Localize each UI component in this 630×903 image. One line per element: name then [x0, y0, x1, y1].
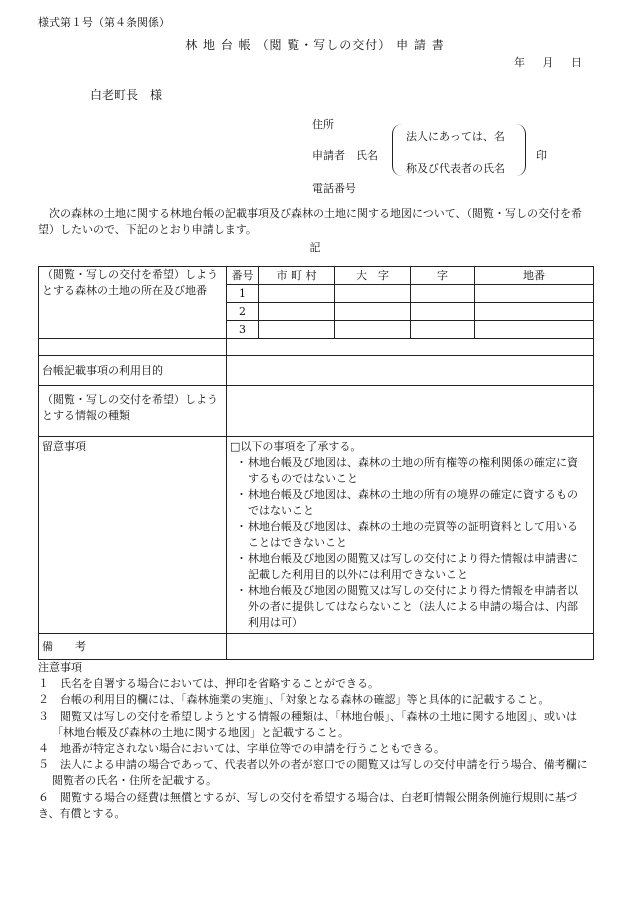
lot-number-cell[interactable] [475, 285, 594, 303]
footer-note: ３ 閲覧又は写しの交付を希望しようとする情報の種類は、「林地台帳」、「森林の土地に関する地図」、或いは「林地台帳及び森林の土地に関する地図」と記載すること。 [38, 709, 577, 739]
row-number: 2 [227, 303, 259, 321]
footer-note: ２ 台帳の利用目的欄には、「森林施業の実施」、「対象となる森林の確認」等と具体的に記載すること。 [38, 693, 550, 707]
footer-note: ５ 法人による申請の場合であって、代表者以外の者が窓口での閲覧又は写しの交付申請を行う場合、備考欄に閲覧者の氏名・住所を記載する。 [38, 758, 588, 788]
info-type-field[interactable] [227, 386, 594, 437]
footer-note: １ 氏名を自署する場合においては、押印を省略することができる。 [38, 677, 379, 691]
info-type-label: （閲覧・写しの交付を希望）しようとする情報の種類 [39, 386, 227, 437]
location-spacer-cell [227, 339, 594, 356]
purpose-label: 台帳記載事項の利用目的 [39, 356, 227, 386]
notes-label: 留意事項 [39, 437, 227, 634]
col-header-aza: 字 [411, 267, 475, 285]
col-header-lot-number: 地番 [475, 267, 594, 285]
lot-number-cell[interactable] [475, 303, 594, 321]
list-item: ・ 林地台帳及び地図は、森林の土地の売買等の証明資料として用いることはできないこと [230, 519, 590, 551]
aza-cell[interactable] [411, 321, 475, 339]
col-header-number: 番号 [227, 267, 259, 285]
right-bracket [515, 124, 526, 176]
col-header-municipality: 市 町 村 [259, 267, 335, 285]
address-label: 住所 [312, 118, 334, 131]
purpose-field[interactable] [227, 356, 594, 386]
corporation-note-line1: 法人にあっては、名 [406, 130, 505, 143]
form-number: 様式第１号（第４条関係） [38, 16, 170, 29]
remarks-field[interactable] [227, 634, 594, 660]
notes-list [230, 455, 590, 631]
applicant-name-label: 申請者 氏名 [312, 149, 378, 162]
notes-cell [227, 437, 594, 634]
footer-notes [38, 660, 594, 822]
ki-label: 記 [309, 241, 321, 254]
col-header-oaza: 大 字 [335, 267, 411, 285]
corporation-note-line2: 称及び代表者の氏名 [406, 162, 505, 175]
oaza-cell[interactable] [335, 321, 411, 339]
list-item: ・ 林地台帳及び地図は、森林の土地の所有権等の権利関係の確定に資するものではないこと [230, 455, 590, 487]
form-title: 林 地 台 帳 （閲 覧・写しの交付） 申 請 書 [185, 38, 445, 52]
location-label: （閲覧・写しの交付を希望）しようとする森林の土地の所在及び地番 [39, 267, 227, 339]
list-item: ・ 林地台帳及び地図の閲覧又は写しの交付により得た情報を申請者以外の者に提供してはならないこと（法人による申請の場合は、内部利用は可） [230, 583, 590, 631]
left-bracket [392, 124, 403, 176]
row-number: 3 [227, 321, 259, 339]
location-spacer [39, 339, 227, 356]
municipality-cell[interactable] [259, 321, 335, 339]
municipality-cell[interactable] [259, 303, 335, 321]
oaza-cell[interactable] [335, 285, 411, 303]
aza-cell[interactable] [411, 285, 475, 303]
oaza-cell[interactable] [335, 303, 411, 321]
municipality-cell[interactable] [259, 285, 335, 303]
notes-checkbox[interactable]: □以下の事項を了承する。 [230, 440, 362, 453]
intro-text: 次の森林の土地に関する林地台帳の記載事項及び森林の土地に関する地図について、（閲覧・写しの交付を希望）したいので、下記のとおり申請します。 [38, 207, 583, 236]
phone-label: 電話番号 [312, 182, 356, 195]
aza-cell[interactable] [411, 303, 475, 321]
row-number: 1 [227, 285, 259, 303]
footer-title: 注意事項 [38, 661, 82, 674]
seal-label: 印 [536, 149, 547, 162]
application-table [38, 266, 594, 660]
remarks-label: 備 考 [39, 634, 227, 660]
footer-note: ４ 地番が特定されない場合においては、字単位等での申請を行うこともできる。 [38, 742, 445, 756]
list-item: ・ 林地台帳及び地図は、森林の土地の所有の境界の確定に資するものではないこと [230, 487, 590, 519]
footer-note: ６ 閲覧する場合の経費は無償とするが、写しの交付を希望する場合は、白老町情報公開条例施行規則に基づき、有償とする。 [38, 790, 577, 820]
date-label: 年 月 日 [514, 56, 582, 69]
list-item: ・ 林地台帳及び地図の閲覧又は写しの交付により得た情報は申請書に記載した利用目的以外には利用できないこと [230, 551, 590, 583]
lot-number-cell[interactable] [475, 321, 594, 339]
addressee: 白老町長 様 [90, 88, 163, 102]
